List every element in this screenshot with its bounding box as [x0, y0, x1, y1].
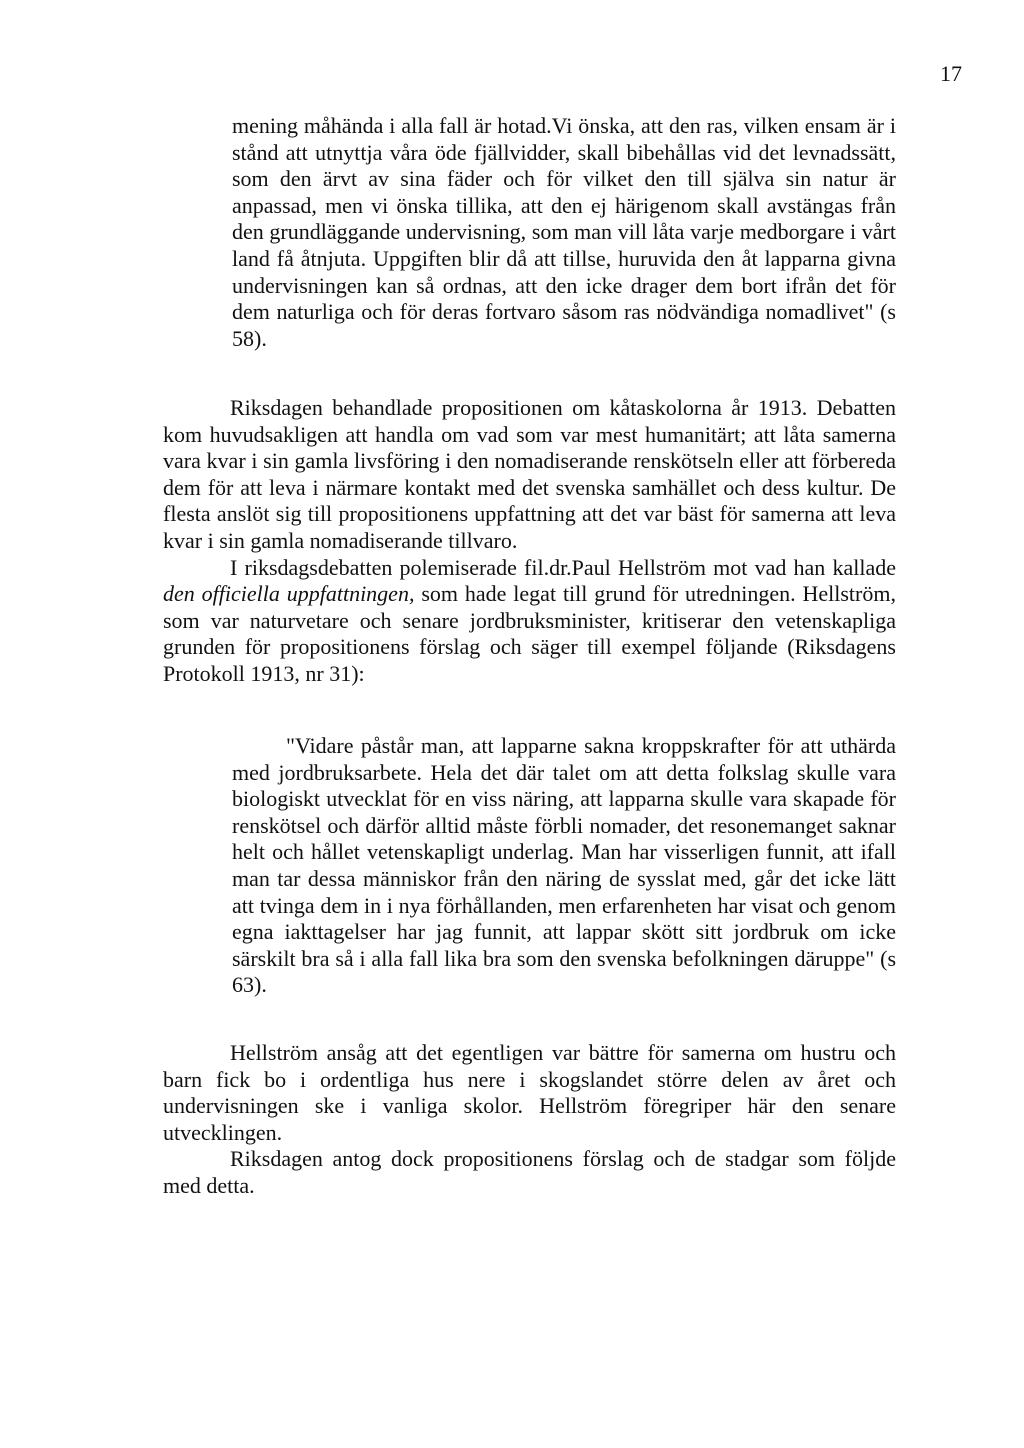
body-section-conclusion — [163, 1040, 896, 1200]
paragraph-hellstrom-view: Hellström ansåg att det egentligen var bättre för samerna om hustru och barn fick bo i ordentliga hus nere i skogslandet större delen av året och undervisningen ske i vanliga skolor. Hellström föregriper här den senare utvecklingen. — [163, 1040, 896, 1145]
paragraph-hellstrom-polemic — [163, 555, 896, 688]
page-number: 17 — [940, 61, 962, 86]
paragraph-riksdag-decision: Riksdagen antog dock propositionens förslag och de stadgar som följde med detta. — [163, 1146, 896, 1198]
block-quote-hellstrom: "Vidare påstår man, att lapparne sakna kroppskrafter för att uthärda med jordbruksarbete. Hela det där talet om att detta folkslag skulle vara biologiskt utvecklat för en viss näring, att lapparna skulle vara skapade för renskötsel och därför alltid måste förbli nomader, det resonemanget saknar helt och hållet vetenskapligt underlag. Man har visserligen funnit, att ifall man tar dessa människor från den näring de sysslat med, går det icke lätt att tvinga dem in i nya förhållanden, men erfarenheten har visat och genom egna iakttagelser har jag funnit, att lappar skött sitt jordbruk om icke särskilt bra så i alla fall lika bra som den svenska befolkningen däruppe" (s 63). — [232, 733, 896, 998]
body-section-debate — [163, 395, 896, 688]
emphasis-official-view: den officiella uppfattningen, — [163, 581, 415, 607]
paragraph-hellstrom-text-end: som hade legat till grund för utredningen. Hellström, som var naturvetare och senare jordbruksminister, kritiserar den vetenskapliga grunden för propositionens förslag och säger till exempel följande (Riksdagens Protokoll 1913, nr 31): — [163, 581, 896, 686]
paragraph-hellstrom-text-start: I riksdagsdebatten polemiserade fil.dr.Paul Hellström mot vad han kallade — [230, 554, 896, 580]
block-quote-continued: mening måhända i alla fall är hotad.Vi önska, att den ras, vilken ensam är i stånd att utnyttja våra öde fjällvidder, skall bibehållas vid det levnadssätt, som den ärvt av sina fäder och för vilket den till själva sin natur är anpassad, men vi önska tillika, att den ej härigenom skall avstängas från den grundläggande undervisning, som man vill låta varje medborgare i vårt land få åtnjuta. Uppgiften blir då att tillse, huruvida den åt lapparna givna undervisningen kan så ordnas, att den icke drager dem bort ifrån det för dem naturliga och för deras fortvaro såsom ras nödvändiga nomadlivet" (s 58). — [232, 113, 896, 351]
paragraph-riksdag-debate: Riksdagen behandlade propositionen om kåtaskolorna år 1913. Debatten kom huvudsakligen att handla om vad som var mest humanitärt; att låta samerna vara kvar i sin gamla livsföring i den nomadiserande renskötseln eller att förbereda dem för att leva i närmare kontakt med det svenska samhället och dess kultur. De flesta anslöt sig till propositionens uppfattning att det var bäst för samerna att leva kvar i sin gamla nomadiserande tillvaro. — [163, 395, 896, 553]
